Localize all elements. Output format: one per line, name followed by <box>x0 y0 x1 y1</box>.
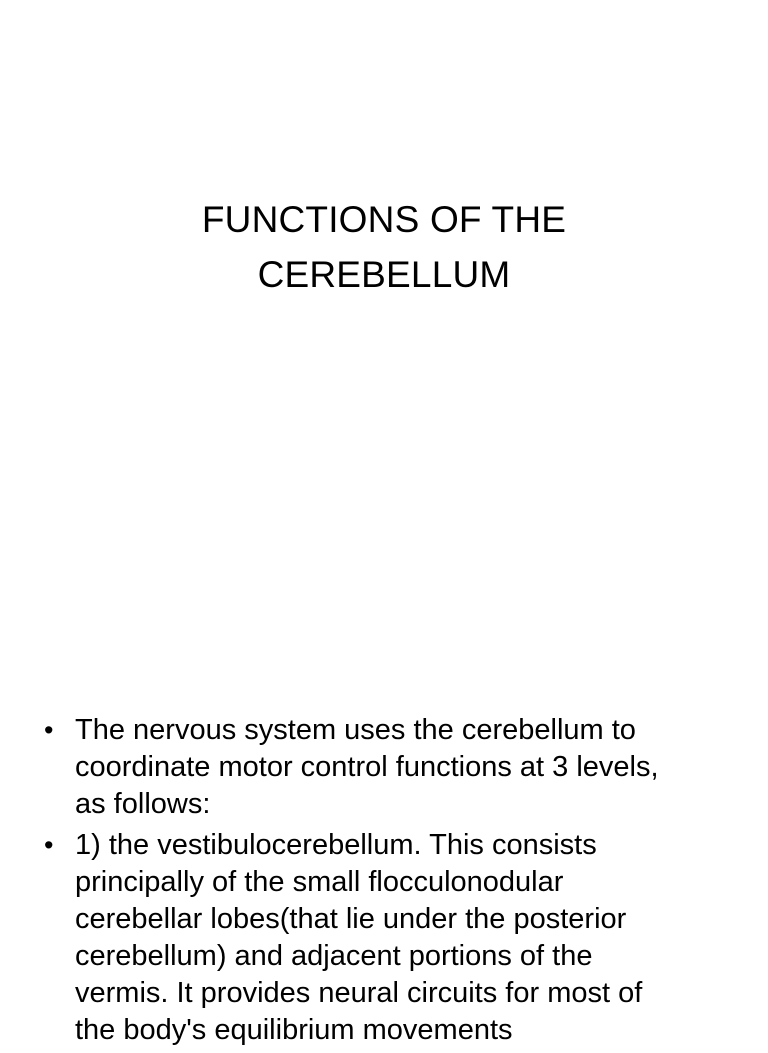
bullet-item-2 <box>0 827 768 1049</box>
bullet-text-line: vermis. It provides neural circuits for most of <box>75 977 643 1009</box>
bullet-item-1 <box>0 712 768 823</box>
bullet-icon: • <box>44 830 54 860</box>
bullet-text-line: principally of the small flocculonodular <box>75 866 564 898</box>
bullet-text-line: cerebellar lobes(that lie under the posterior <box>75 903 627 935</box>
slide-title-line-2: CEREBELLUM <box>257 254 511 295</box>
bullet-text-line: The nervous system uses the cerebellum to <box>75 714 636 746</box>
bullet-icon: • <box>44 715 54 745</box>
slide-title <box>0 192 768 302</box>
bullet-text-line: as follows: <box>75 788 211 820</box>
bullet-text-line: cerebellum) and adjacent portions of the <box>75 940 593 972</box>
bullet-text-line: 1) the vestibulocerebellum. This consists <box>75 829 597 861</box>
bullet-text-line: coordinate motor control functions at 3 levels, <box>75 751 659 783</box>
bullet-text-line: the body's equilibrium movements <box>75 1014 513 1046</box>
slide-title-line-1: FUNCTIONS OF THE <box>201 199 567 240</box>
bullet-list <box>0 712 768 1053</box>
